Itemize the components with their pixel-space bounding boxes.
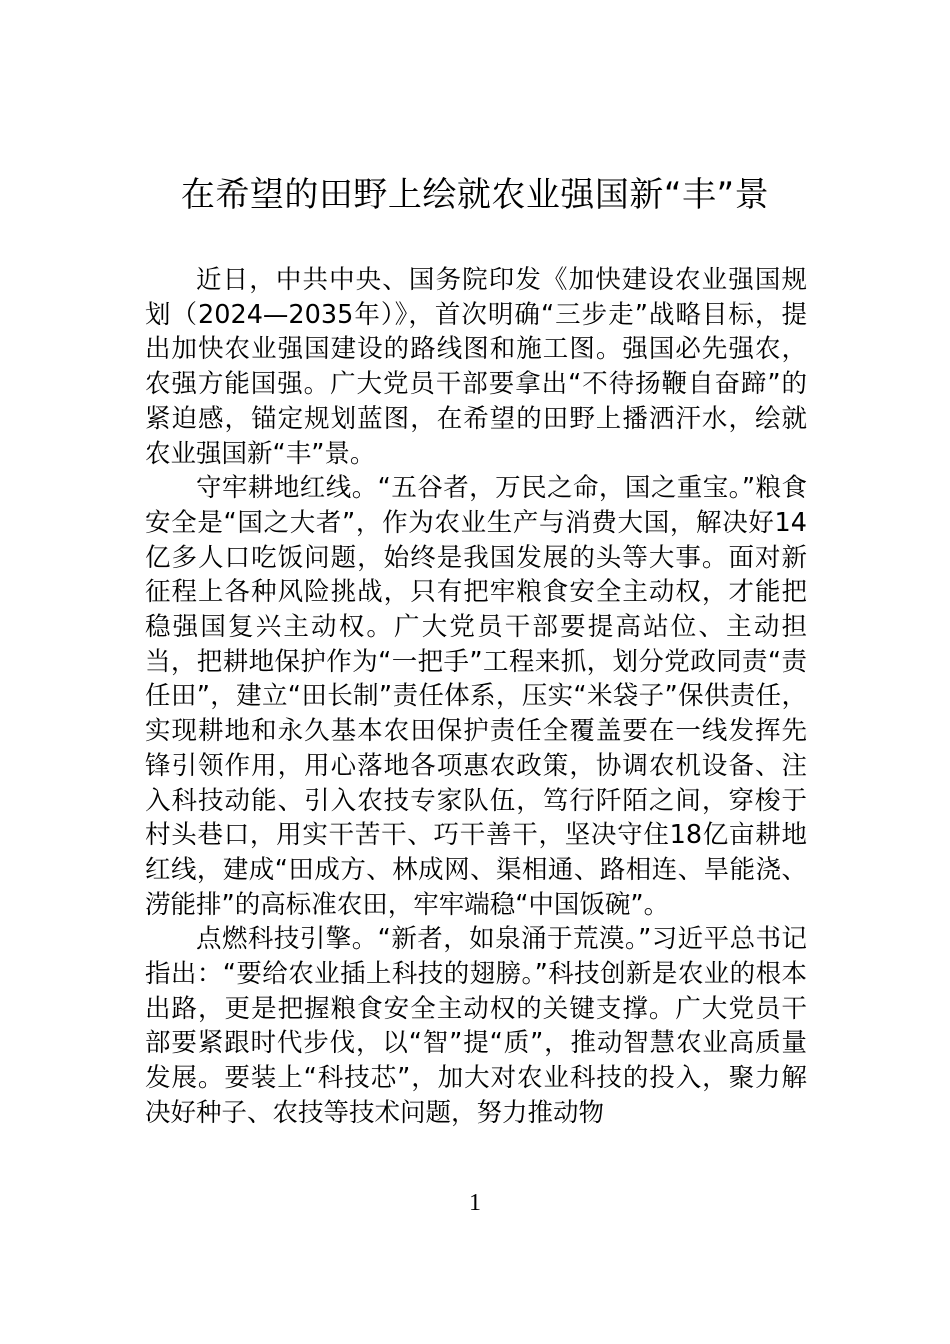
document-title: 在希望的田野上绘就农业强国新“丰”景 xyxy=(180,175,770,215)
page-number: 1 xyxy=(469,1190,481,1216)
paragraph-farmland-redline: 守牢耕地红线。“五谷者，万民之命，国之重宝。”粮食安全是“国之大者”，作为农业生产与消费大国，解决好14亿多人口吃饭问题，始终是我国发展的头等大事。面对新征程上各种风险挑战，只有把牢粮食安全主动权，才能把稳强国复兴主动权。广大党员干部要提高站位、主动担当，把耕地保护作为“一把手”工程来抓，划分党政同责“责任田”，建立“田长制”责任体系，压实“米袋子”保供责任，实现耕地和永久基本农田保护责任全覆盖要在一线发挥先锋引领作用，用心落地各项惠农政策，协调农机设备、注入科技动能、引入农技专家队伍，笃行阡陌之间，穿梭于村头巷口，用实干苦干、巧干善干，坚决守住18亿亩耕地红线，建成“田成方、林成网、渠相通、路相连、旱能浇、涝能排”的高标准农田，牢牢端稳“中国饭碗”。 xyxy=(145,473,807,920)
paragraph-intro: 近日，中共中央、国务院印发《加快建设农业强国规划（2024—2035年）》，首次明确“三步走”战略目标，提出加快农业强国建设的路线图和施工图。强国必先强农，农强方能国强。广大党员干部要拿出“不待扬鞭自奋蹄”的紧迫感，锚定规划蓝图，在希望的田野上播洒汗水，绘就农业强国新“丰”景。 xyxy=(145,265,807,469)
document-body xyxy=(145,263,807,1131)
paragraph-technology-engine: 点燃科技引擎。“新者，如泉涌于荒漠。”习近平总书记指出：“要给农业插上科技的翅膀。”科技创新是农业的根本出路，更是把握粮食安全主动权的关键支撑。广大党员干部要紧跟时代步伐，以“智”提“质”，推动智慧农业高质量发展。要装上“科技芯”，加大对农业科技的投入，聚力解决好种子、农技等技术问题，努力推动物 xyxy=(145,924,807,1128)
